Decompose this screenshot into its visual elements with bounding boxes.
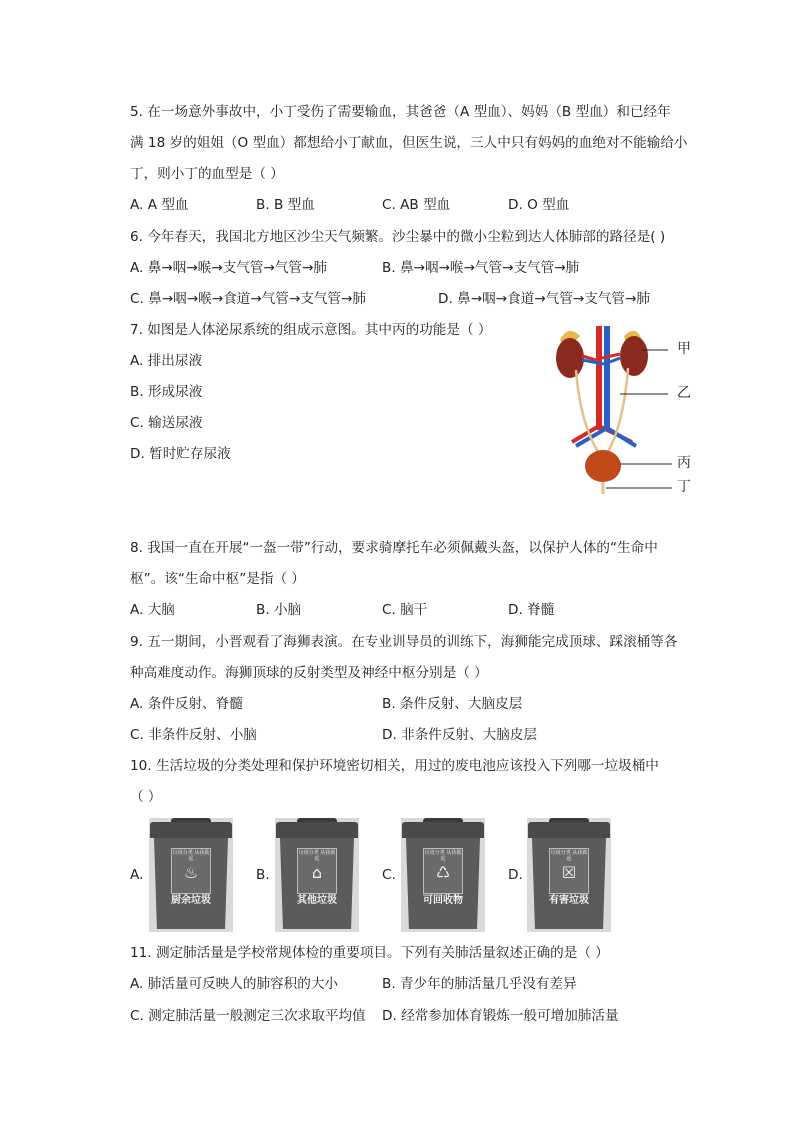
q8-line-1: 8. 我国一直在开展“一盔一带”行动，要求骑摩托车必须佩戴头盔，以保护人体的“生命中: [130, 540, 658, 556]
q8-option-d: D. 脊髓: [508, 602, 555, 618]
q6-option-c: C. 鼻→咽→喉→食道→气管→支气管→肺: [130, 291, 367, 307]
q8-option-c: C. 脑干: [382, 602, 428, 618]
q9-option-b: B. 条件反射、大脑皮层: [382, 696, 523, 712]
bin-sign: 垃圾分类 从我做起: [298, 850, 336, 862]
bin-other-waste: [275, 818, 359, 932]
q5-option-c: C. AB 型血: [382, 197, 451, 213]
bin-recyclable: [401, 818, 485, 932]
urinary-system-diagram: [546, 322, 698, 504]
bin-hazardous: [527, 818, 611, 932]
q8-line-2: 枢”。该“生命中枢”是指（ ）: [130, 571, 305, 587]
q9-line-1: 9. 五一期间，小晋观看了海狮表演。在专业训导员的训练下，海狮能完成顶球、踩滚桶等各: [130, 634, 678, 650]
q11-option-a: A. 肺活量可反映人的肺容积的大小: [130, 976, 339, 992]
q10-option-d: D.: [508, 867, 523, 883]
q11-line: 11. 测定肺活量是学校常规体检的重要项目。下列有关肺活量叙述正确的是（ ）: [130, 945, 609, 961]
q10-option-b: B.: [256, 867, 270, 883]
q7-option-c: C. 输送尿液: [130, 415, 203, 431]
q9-option-d: D. 非条件反射、大脑皮层: [382, 727, 538, 743]
q9-option-c: C. 非条件反射、小脑: [130, 727, 257, 743]
q10-line-1: 10. 生活垃圾的分类处理和保护环境密切相关，用过的废电池应该投入下列哪一垃圾桶中: [130, 758, 659, 774]
urinary-system-illustration: [546, 322, 698, 504]
q6-option-d: D. 鼻→咽→食道→气管→支气管→肺: [438, 291, 650, 307]
q11-option-d: D. 经常参加体育锻炼一般可增加肺活量: [382, 1008, 619, 1024]
q5-line-2: 满 18 岁的姐姐（O 型血）都想给小丁献血，但医生说，三人中只有妈妈的血绝对不能输给小: [130, 135, 688, 151]
q5-line-3: 丁，则小丁的血型是（ ）: [130, 166, 284, 182]
right-kidney: [620, 336, 648, 376]
left-kidney: [556, 338, 584, 378]
diagram-label-bing: 丙: [677, 455, 691, 471]
diagram-label-yi: 乙: [677, 385, 691, 401]
bin-food-waste: [149, 818, 233, 932]
q5-line-1: 5. 在一场意外事故中，小丁受伤了需要输血，其爸爸（A 型血）、妈妈（B 型血）和已经年: [130, 104, 671, 120]
diagram-label-ding: 丁: [677, 479, 691, 495]
bin-name: 有害垃圾: [549, 895, 589, 906]
recycle-icon: ♺: [435, 863, 451, 882]
bin-sign: 垃圾分类 从我做起: [424, 850, 462, 862]
vena-cava: [604, 326, 610, 430]
q10-line-2: （ ）: [130, 789, 162, 805]
q8-option-a: A. 大脑: [130, 602, 175, 618]
bin-name: 其他垃圾: [297, 895, 337, 906]
bin-sign: 垃圾分类 从我做起: [550, 850, 588, 862]
q7-option-b: B. 形成尿液: [130, 384, 203, 400]
q5-option-a: A. A 型血: [130, 197, 189, 213]
food-waste-icon: ♨: [183, 863, 199, 882]
bladder: [585, 450, 621, 482]
q7-line: 7. 如图是人体泌尿系统的组成示意图。其中丙的功能是（ ）: [130, 322, 492, 338]
q5-option-d: D. O 型血: [508, 197, 570, 213]
hazardous-waste-icon: ☒: [561, 863, 577, 882]
q11-option-c: C. 测定肺活量一般测定三次求取平均值: [130, 1008, 366, 1024]
q9-line-2: 种高难度动作。海狮顶球的反射类型及神经中枢分别是（ ）: [130, 665, 488, 681]
q6-line: 6. 今年春天，我国北方地区沙尘天气频繁。沙尘暴中的微小尘粒到达人体肺部的路径是( ): [130, 229, 666, 245]
q7-option-d: D. 暂时贮存尿液: [130, 446, 231, 462]
q11-option-b: B. 青少年的肺活量几乎没有差异: [382, 976, 577, 992]
q10-option-c: C.: [382, 867, 396, 883]
bin-name: 厨余垃圾: [171, 895, 211, 906]
q6-option-a: A. 鼻→咽→喉→支气管→气管→肺: [130, 260, 327, 276]
other-waste-icon: ⌂: [311, 863, 323, 882]
q7-option-a: A. 排出尿液: [130, 353, 203, 369]
q9-option-a: A. 条件反射、脊髓: [130, 696, 243, 712]
q10-option-a: A.: [130, 867, 144, 883]
aorta: [596, 326, 602, 430]
bin-sign: 垃圾分类 从我做起: [172, 850, 210, 862]
bin-name: 可回收物: [423, 895, 463, 906]
q6-option-b: B. 鼻→咽→喉→气管→支气管→肺: [382, 260, 580, 276]
q5-option-b: B. B 型血: [256, 197, 315, 213]
diagram-label-jia: 甲: [677, 341, 691, 357]
q8-option-b: B. 小脑: [256, 602, 302, 618]
